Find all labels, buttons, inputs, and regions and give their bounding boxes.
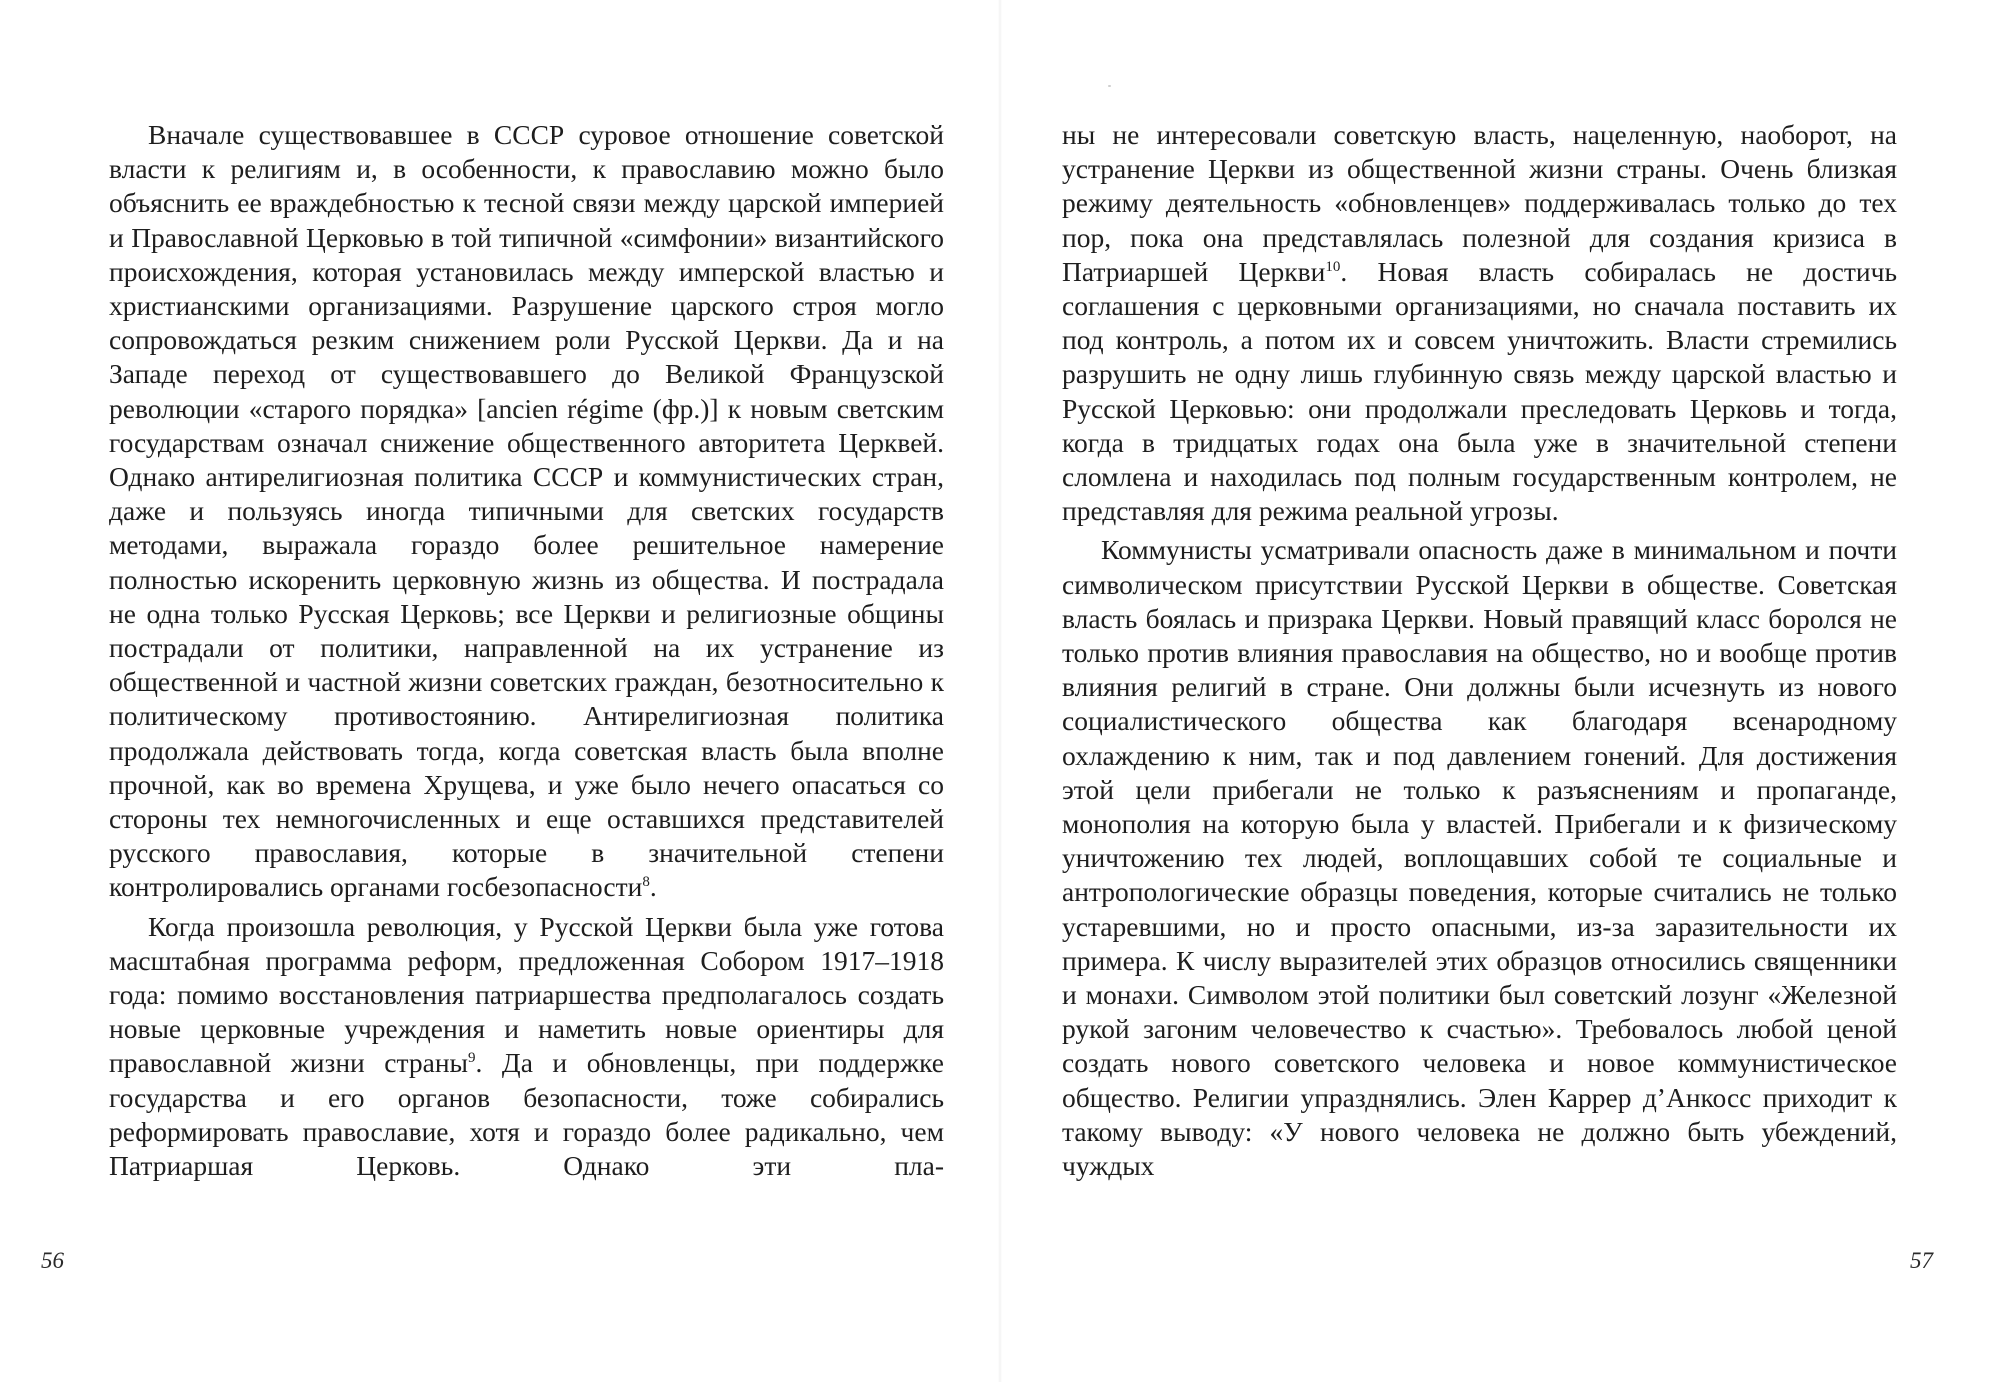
paragraph bbox=[109, 910, 944, 1184]
paragraph bbox=[109, 118, 944, 905]
paper-speck bbox=[1108, 85, 1111, 87]
paragraph-text-tail: . bbox=[649, 871, 657, 903]
page-number: 57 bbox=[1910, 1248, 1933, 1273]
paragraph-text: Вначале существовавшее в СССР суровое отношение советской власти к религиям и, в особенности, к православию можно было объяснить ее враждебностью к тесной связи между царской империей и Православной Церковью в той типичной «симфонии» византийского происхождения, которая установилась между имперской властью и христианскими организациями. Разрушение царского строя могло сопровождаться резким снижением роли Русской Церкви. Да и на Западе переход от существовавшего до Великой Французской революции «старого порядка» [ancien régime (фр.)] к новым светским государствам означал снижение общественного авторитета Церквей. Однако антирелигиозная политика СССР и коммунистических стран, даже и пользуясь иногда типичными для светских государств методами, выражала гораздо более решительное намерение полностью искоренить церковную жизнь из общества. И пострадала не одна только Русская Церковь; все Церкви и религиозные общины пострадали от политики, направленной на их устранение из общественной и частной жизни советских граждан, безотносительно к политическому противостоянию. Антирелигиозная политика продолжала действовать тогда, когда советская власть была вполне прочной, как во времена Хрущева, и уже было нечего опасаться со стороны тех немногочисленных и еще оставшихся представителей русского православия, которые в значительной степени контролировались органами госбезопасности bbox=[109, 119, 944, 903]
paragraph bbox=[1062, 533, 1897, 1183]
paragraph-text-tail: . Да и обновленцы, при поддержке государства и его органов безопасности, тоже собирались реформировать православие, хотя и гораздо более радикально, чем Патриаршая Церковь. Однако эти пла- bbox=[109, 1047, 944, 1182]
paragraph bbox=[1062, 118, 1897, 528]
right-page-text bbox=[1062, 118, 1897, 1183]
left-page-text bbox=[109, 118, 944, 1183]
page-number: 56 bbox=[41, 1248, 64, 1273]
paragraph-text-tail: . Новая власть собиралась не достичь соглашения с церковными организациями, но сначала поставить их под контроль, а потом их и совсем уничтожить. Власти стремились разрушить не одну лишь глубинную связь между царской властью и Русской Церковью: они продолжали преследовать Церковь и тогда, когда в тридцатых годах она была уже в значительной степени сломлена и находилась под полным государственным контролем, не представляя для режима реальной угрозы. bbox=[1062, 255, 1897, 527]
paragraph-text: Коммунисты усматривали опасность даже в минимальном и почти символическом присутствии Русской Церкви в обществе. Советская власть боялась и призрака Церкви. Новый правящий класс боролся не только против влияния православия на общество, но и вообще против влияния религий в стране. Они должны были исчезнуть из нового социалистического общества как благодаря всенародному охлаждению к ним, так и под давлением гонений. Для достижения этой цели прибегали не только к разъяснениям и пропаганде, монополия на которую была у властей. Прибегали и к физическому уничтожению тех людей, воплощавших собой те социальные и антропологические образцы поведения, которые считались не только устаревшими, но и просто опасными, из-за заразительности их примера. К числу выразителей этих образцов относились священники и монахи. Символом этой политики был советский лозунг «Железной рукой загоним человечество к счастью». Требовалось любой ценой создать нового советского человека и новое коммунистическое общество. Религии упразднялись. Элен Каррер д’Анкосс приходит к такому выводу: «У нового человека не должно быть убеждений, чуждых bbox=[1062, 534, 1897, 1182]
paragraph-text: Когда произошла революция, у Русской Церкви была уже готова масштабная программа реформ, предложенная Собором 1917–1918 года: помимо восстановления патриаршества предполагалось создать новые церковные учреждения и наметить новые ориентиры для православной жизни страны bbox=[109, 910, 944, 1079]
footnote-marker: 8 bbox=[642, 874, 650, 891]
right-page bbox=[1000, 0, 2000, 1382]
footnote-marker: 10 bbox=[1325, 258, 1341, 275]
paragraph-text: ны не интересовали советскую власть, нацеленную, наоборот, на устранение Церкви из общественной жизни страны. Очень близкая режиму деятельность «обновленцев» поддерживалась только до тех пор, пока она представлялась полезной для создания кризиса в Патриаршей Церкви bbox=[1062, 119, 1897, 287]
footnote-marker: 9 bbox=[468, 1050, 476, 1067]
